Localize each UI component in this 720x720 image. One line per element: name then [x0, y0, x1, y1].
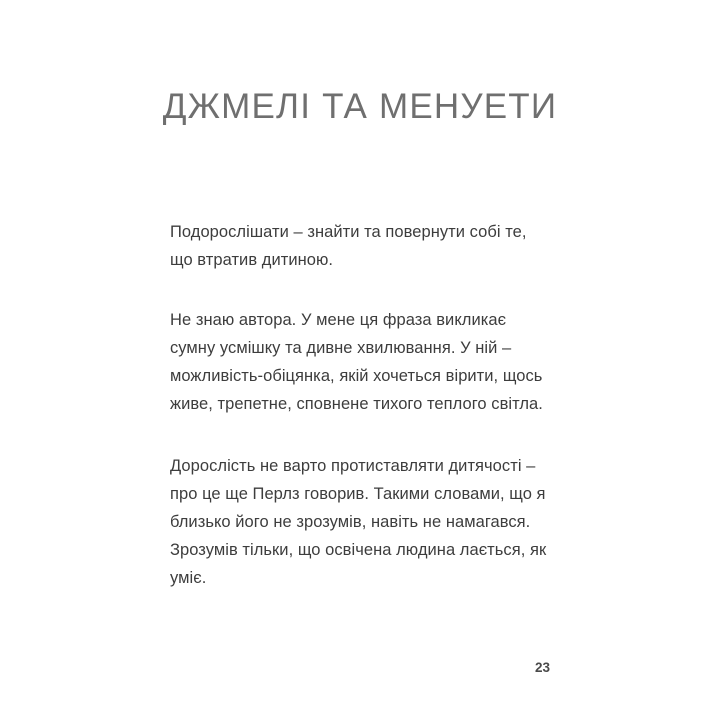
paragraph-1: Подорослішати – знайти та повернути собі те, що втратив дитиною. — [170, 223, 527, 269]
page-number: 23 — [534, 660, 550, 675]
page-title: ДЖМЕЛІ ТА МЕНУЕТИ — [162, 87, 558, 127]
body-text-block — [170, 218, 550, 592]
paragraph-2: Не знаю автора. У мене ця фраза викликає сумну усмішку та дивне хвилювання. У ній – можливість-обіцянка, якій хочеться вірити, щось живе, трепетне, сповнене тихого теплого світла. — [170, 311, 543, 413]
paragraph-3: Дорослість не варто протиставляти дитячості – про це ще Перлз говорив. Такими словами, що я близько його не зрозумів, навіть не намагався. Зрозумів тільки, що освічена людина лається, як уміє. — [170, 457, 547, 587]
